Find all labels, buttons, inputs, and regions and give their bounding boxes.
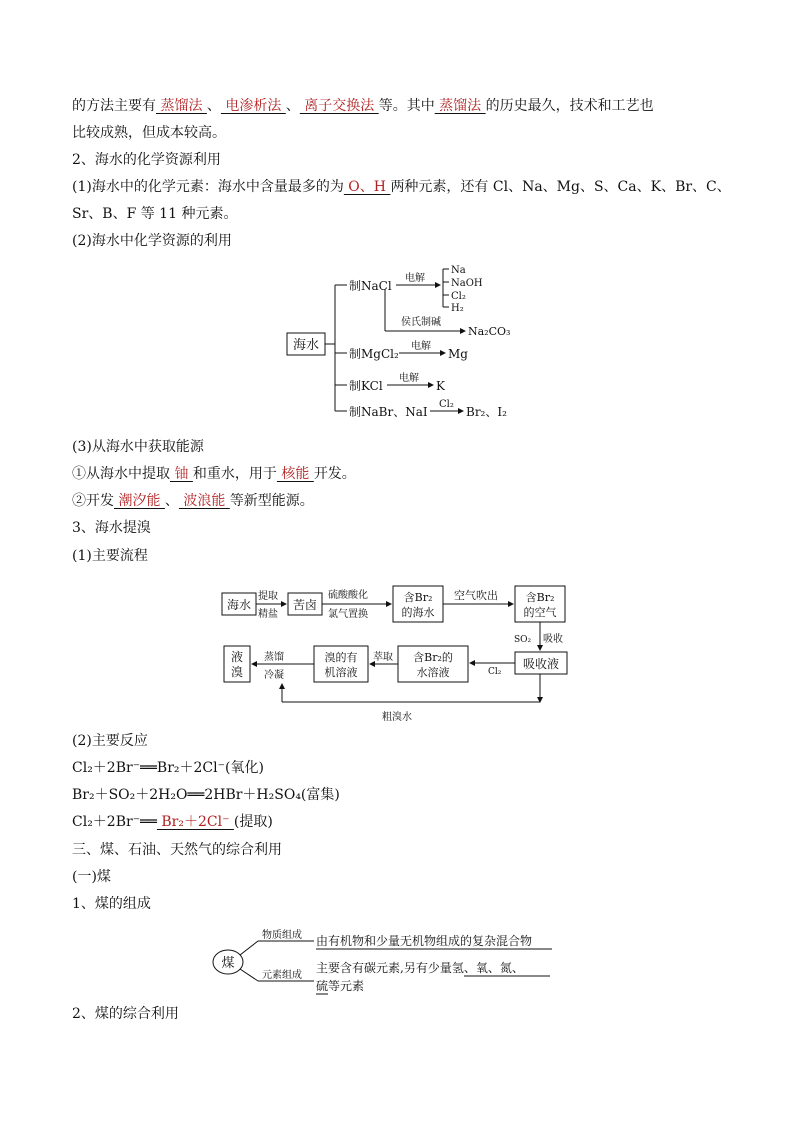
root-label: 海水: [292, 338, 320, 353]
arrow-label: 精盐: [258, 609, 278, 620]
section-heading: 三、煤、石油、天然气的综合利用: [72, 842, 282, 858]
text: ①从海水中提取: [72, 466, 170, 482]
box-label: 液: [230, 650, 244, 664]
arrow-label: 冷凝: [264, 670, 284, 681]
product: Br₂、I₂: [466, 405, 507, 419]
paragraph-elements: [72, 177, 731, 197]
subheading: (一)煤: [72, 869, 111, 885]
arrow-label: 电解: [411, 341, 431, 352]
answer-blank: 蒸馏法: [434, 98, 486, 114]
product: K: [436, 379, 445, 393]
subheading: (3)从海水中获取能源: [72, 439, 204, 455]
arrow-label: 电解: [405, 273, 425, 284]
subheading: 2、煤的综合利用: [72, 1006, 179, 1022]
paragraph-text: 比较成熟，但成本较高。: [72, 125, 226, 141]
reaction-3: [72, 812, 273, 832]
subheading: (2)主要反应: [72, 733, 148, 749]
subheading: 1、煤的组成: [72, 896, 151, 912]
text: 、: [206, 98, 221, 114]
product: H₂: [451, 303, 464, 314]
branch-detail: 主要含有碳元素,另有少量氢、氧、氮、: [316, 961, 524, 975]
arrow-label: 提取: [258, 591, 278, 602]
answer-blank: Br₂＋2Cl⁻: [156, 814, 234, 830]
box-label: 海水: [226, 598, 252, 612]
paragraph-energy-1: [72, 464, 356, 484]
branch-label: 物质组成: [262, 930, 302, 941]
box-label: 吸收液: [522, 657, 560, 671]
arrow-label: 吸收: [543, 634, 563, 645]
box-label: 苦卤: [292, 598, 318, 612]
box-label: 含Br₂: [525, 591, 555, 604]
section-heading: 3、海水提溴: [72, 520, 151, 536]
branch-detail: 硫等元素: [316, 979, 365, 993]
text: ②开发: [72, 493, 114, 509]
text: 两种元素，还有 Cl、Na、Mg、S、Ca、K、Br、C、: [390, 179, 731, 195]
answer-blank: 电渗析法: [220, 98, 286, 114]
answer-blank: 潮汐能: [114, 493, 165, 509]
arrow-label: 粗溴水: [382, 712, 412, 723]
branch-mgcl2: 制MgCl₂: [349, 347, 399, 361]
box-label: 的海水: [401, 606, 435, 619]
box-label: 溴的有: [324, 651, 358, 664]
section-heading: 2、海水的化学资源利用: [72, 152, 221, 168]
text: (1)海水中的化学元素：海水中含量最多的为: [72, 179, 344, 195]
box-label: 含Br₂的: [413, 651, 453, 664]
answer-blank: 蒸馏法: [156, 98, 207, 114]
answer-blank: 波浪能: [178, 493, 230, 509]
subheading: (2)海水中化学资源的利用: [72, 233, 232, 249]
answer-blank: 离子交换法: [299, 98, 379, 114]
coal-label: 煤: [221, 956, 235, 971]
answer-blank: O、H: [343, 179, 391, 195]
product: Cl₂: [451, 291, 466, 302]
text: 等新型能源。: [229, 493, 314, 509]
text: 等。其中: [378, 98, 435, 114]
coal-composition-diagram: [210, 925, 570, 997]
bromine-extraction-flow-diagram: [218, 580, 574, 726]
text: 的方法主要有: [72, 98, 156, 114]
text: 、: [285, 98, 300, 114]
arrow-label: 萃取: [373, 652, 393, 663]
arrow-label: Cl₂: [488, 667, 502, 677]
box-label: 机溶液: [324, 666, 358, 679]
box-label: 含Br₂: [403, 591, 433, 604]
box-label: 溴: [230, 665, 244, 679]
product: Mg: [448, 347, 468, 361]
arrow-label: 蒸馏: [264, 652, 284, 663]
branch-nabr: 制NaBr、NaI: [349, 405, 428, 419]
paragraph-energy-2: [72, 491, 314, 511]
arrow-label: 氯气置换: [328, 609, 368, 620]
text: 的历史最久，技术和工艺也: [485, 98, 654, 114]
arrow-label: SO₂: [514, 635, 532, 645]
seawater-resources-diagram: [285, 263, 525, 423]
text: 、: [164, 493, 179, 509]
product: Na₂CO₃: [468, 325, 511, 338]
answer-blank: 铀: [170, 466, 193, 482]
product: NaOH: [451, 278, 483, 289]
arrow-label: 空气吹出: [454, 589, 498, 602]
text: (提取): [233, 814, 273, 830]
arrow-label: 电解: [399, 373, 419, 384]
product: Na: [451, 265, 466, 276]
reaction-1: Cl₂＋2Br⁻══Br₂＋2Cl⁻(氧化): [72, 760, 264, 776]
arrow-label: 侯氏制碱: [401, 317, 441, 328]
text: 和重水，用于: [192, 466, 277, 482]
branch-nacl: 制NaCl: [349, 279, 392, 293]
box-label: 水溶液: [416, 666, 450, 679]
text: Cl₂＋2Br⁻══: [72, 814, 157, 830]
arrow-label: Cl₂: [439, 399, 454, 410]
arrow-label: 硫酸酸化: [328, 590, 368, 601]
branch-label: 元素组成: [262, 970, 302, 981]
subheading: (1)主要流程: [72, 548, 148, 564]
text: 开发。: [313, 466, 356, 482]
paragraph-text: Sr、B、F 等 11 种元素。: [72, 206, 238, 222]
branch-kcl: 制KCl: [349, 379, 383, 393]
paragraph-desalination-methods: [72, 96, 654, 116]
box-label: 的空气: [523, 606, 557, 619]
reaction-2: Br₂＋SO₂＋2H₂O══2HBr＋H₂SO₄(富集): [72, 787, 340, 803]
answer-blank: 核能: [276, 466, 314, 482]
branch-detail: 由有机物和少量无机物组成的复杂混合物: [316, 934, 533, 948]
